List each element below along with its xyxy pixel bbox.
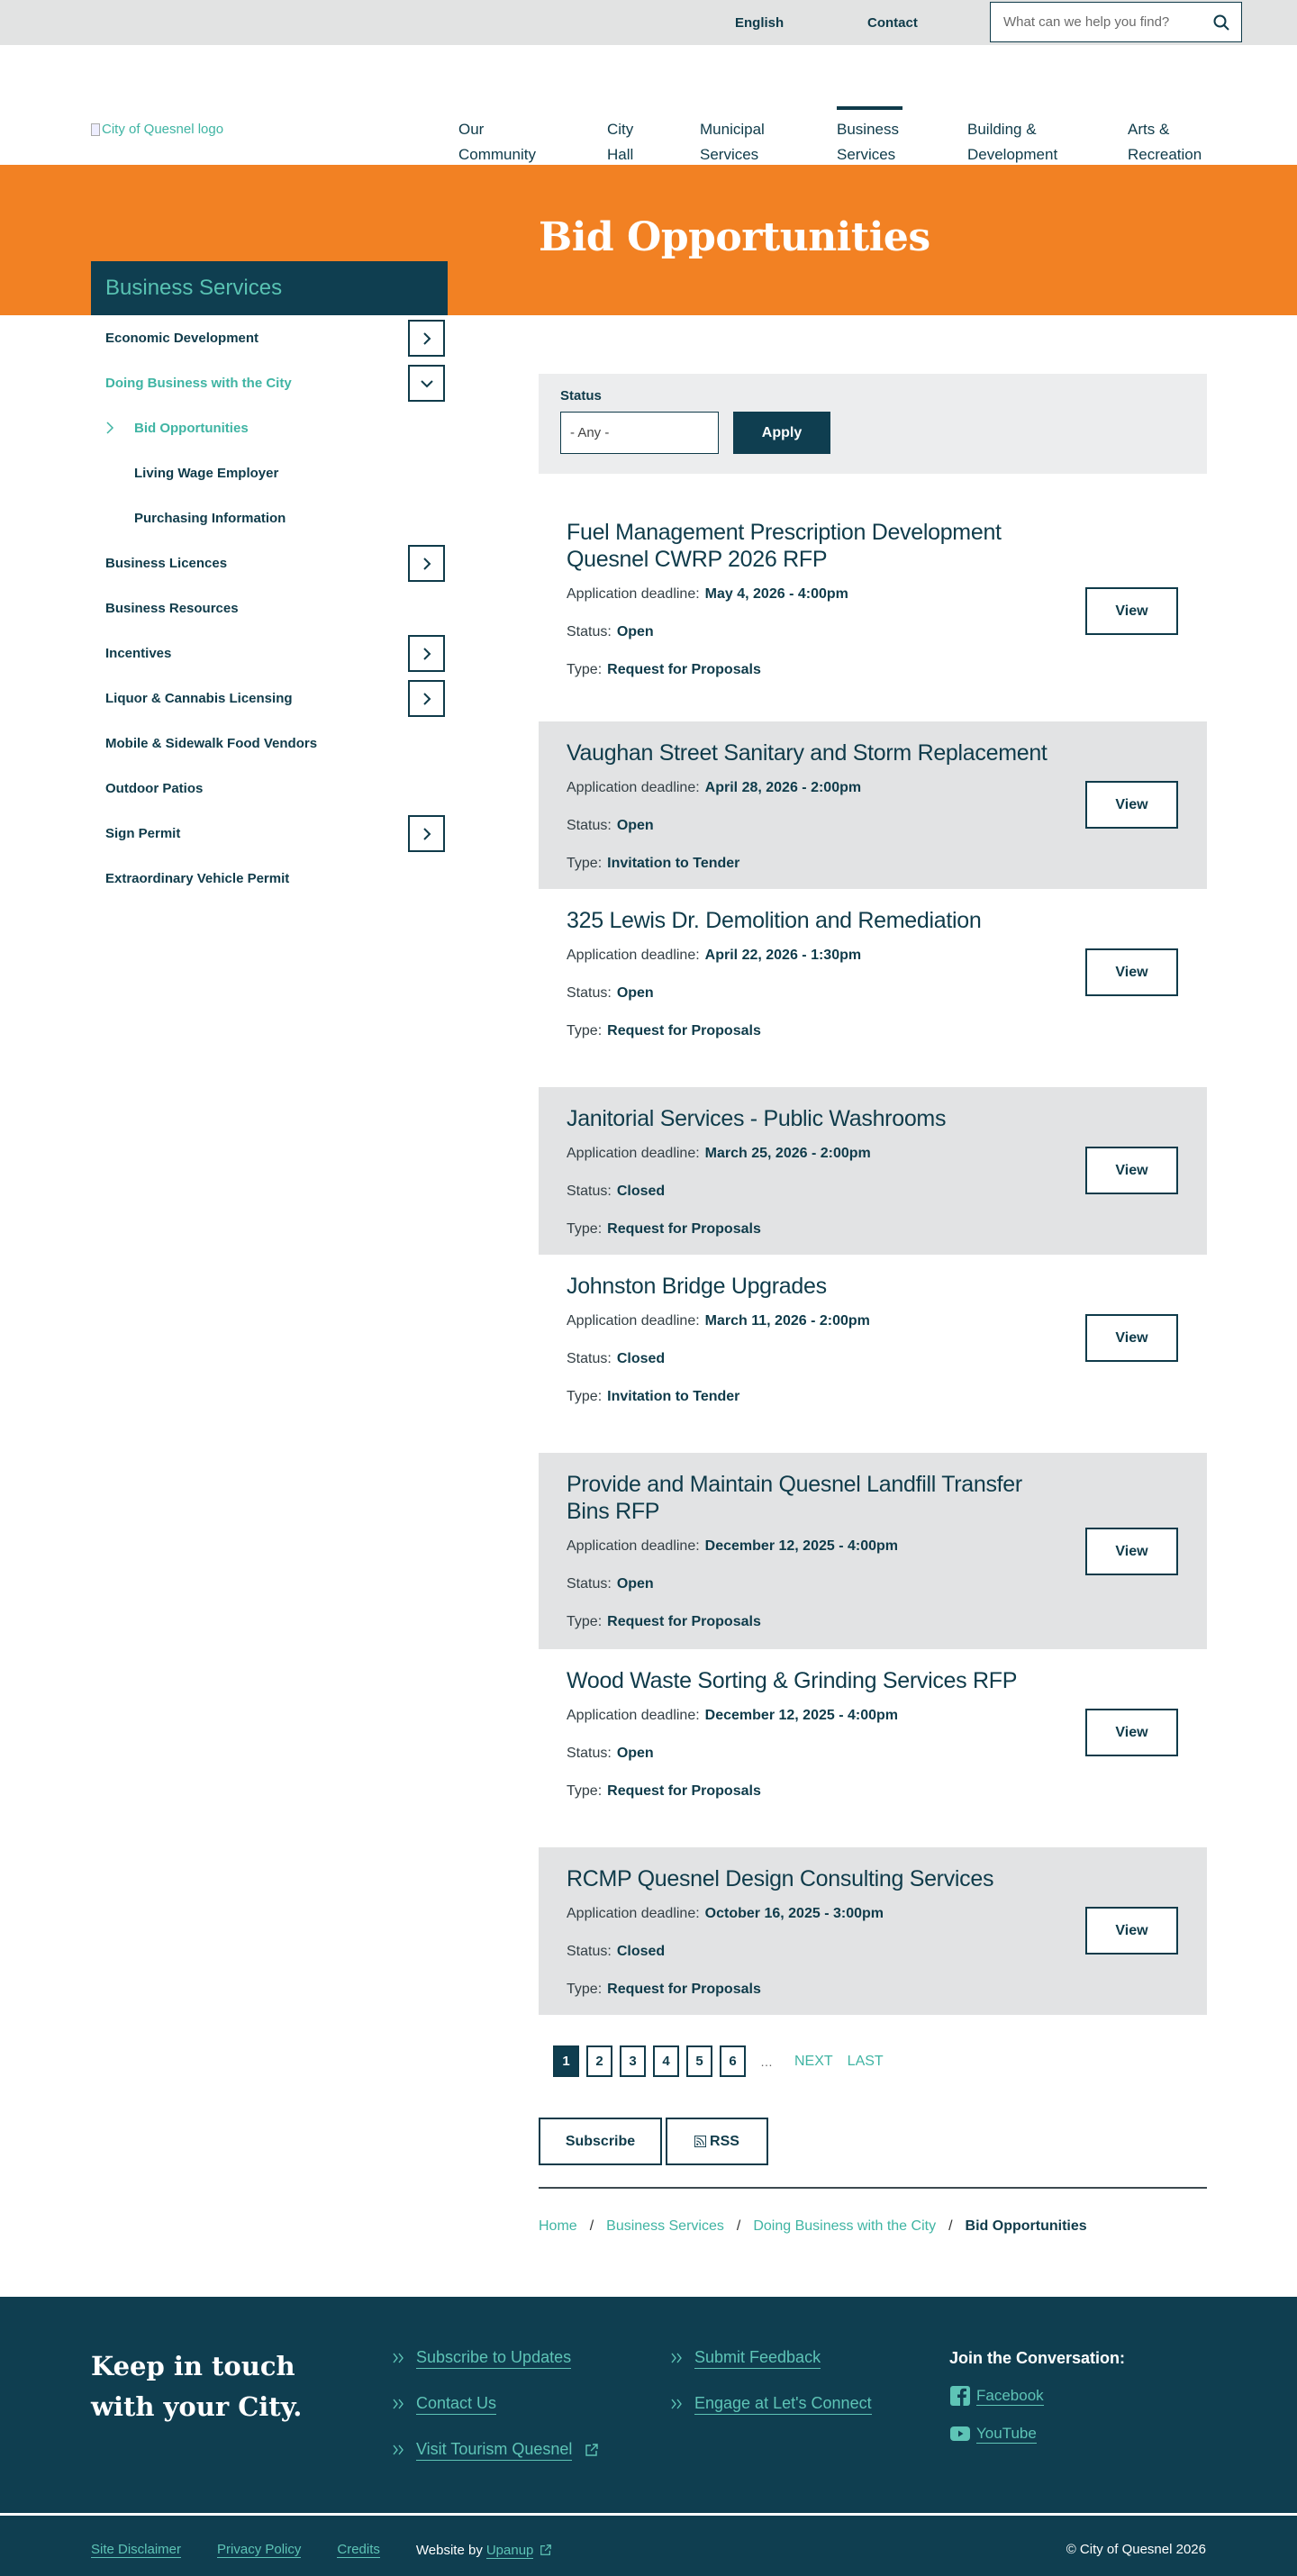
submit-feedback-link[interactable]: Submit Feedback — [671, 2349, 872, 2367]
social-title: Join the Conversation: — [949, 2349, 1126, 2367]
footer-tagline: Keep in touch with your City. — [91, 2351, 303, 2422]
bid-item — [539, 1847, 1207, 2015]
nav-our-community[interactable]: Our Community — [458, 121, 536, 163]
breadcrumb-current: Bid Opportunities — [965, 2218, 1087, 2234]
bid-deadline: Application deadline: March 11, 2026 - 2:00pm — [567, 1313, 870, 1329]
search-input[interactable] — [1003, 14, 1212, 30]
chevron-right-icon — [420, 827, 434, 841]
copyright: © City of Quesnel 2026 — [1066, 2542, 1206, 2557]
logo-alt-text: City of Quesnel logo — [102, 122, 224, 137]
sidebar-item-food-vendors[interactable]: Mobile & Sidewalk Food Vendors — [105, 735, 318, 751]
facebook-icon — [949, 2385, 971, 2407]
current-page-chevron-icon — [105, 422, 114, 434]
page-ellipsis: … — [760, 2054, 773, 2069]
bid-title[interactable]: 325 Lewis Dr. Demolition and Remediation — [567, 908, 982, 933]
breadcrumb — [539, 2218, 1207, 2235]
sidebar-item-doing-business[interactable]: Doing Business with the City — [91, 360, 448, 405]
rss-button[interactable]: RSS — [666, 2118, 768, 2165]
bid-item — [539, 1453, 1207, 1649]
double-chevron-icon — [671, 2399, 684, 2409]
page-4-button[interactable]: 4 — [653, 2045, 679, 2077]
sidebar-item-economic-development[interactable]: Economic Development — [91, 315, 448, 360]
bid-title[interactable]: Janitorial Services - Public Washrooms — [567, 1106, 947, 1131]
bid-title[interactable]: Johnston Bridge Upgrades — [567, 1274, 827, 1299]
status-filter-label: Status — [560, 388, 602, 404]
sidebar-title[interactable]: Business Services — [91, 261, 448, 315]
apply-button[interactable]: Apply — [733, 412, 830, 454]
breadcrumb-doing-business[interactable]: Doing Business with the City — [753, 2218, 937, 2234]
contact-us-link[interactable]: Contact Us — [393, 2395, 599, 2413]
site-logo[interactable] — [91, 122, 223, 137]
status-filter — [539, 374, 1207, 474]
bid-deadline: Application deadline: December 12, 2025 - 4:00pm — [567, 1708, 899, 1723]
nav-arts-recreation[interactable]: Arts & Recreation — [1128, 121, 1202, 163]
breadcrumb-separator: / — [589, 2218, 594, 2234]
chevron-down-icon — [420, 376, 434, 391]
page-6-button[interactable]: 6 — [720, 2045, 746, 2077]
sidebar-item-purchasing-info[interactable]: Purchasing Information — [134, 510, 286, 526]
bid-type: Type: Invitation to Tender — [567, 856, 740, 871]
external-link-icon — [540, 2544, 552, 2556]
expand-toggle[interactable] — [408, 680, 445, 717]
view-button[interactable]: View — [1085, 1314, 1178, 1362]
view-button[interactable]: View — [1085, 948, 1178, 996]
site-header — [0, 45, 1297, 165]
double-chevron-icon — [393, 2444, 405, 2455]
contact-link[interactable]: Contact — [867, 15, 918, 31]
sidebar-item-business-licences[interactable]: Business Licences — [91, 540, 448, 585]
bid-item — [539, 889, 1207, 1087]
bid-status: Status: Closed — [567, 1944, 666, 1959]
sidebar-item-living-wage[interactable]: Living Wage Employer — [134, 465, 279, 481]
bid-deadline: Application deadline: May 4, 2026 - 4:00pm — [567, 586, 848, 602]
view-button[interactable]: View — [1085, 1907, 1178, 1955]
bid-type: Type: Request for Proposals — [567, 1221, 761, 1237]
breadcrumb-home[interactable]: Home — [539, 2218, 577, 2234]
view-button[interactable]: View — [1085, 781, 1178, 829]
youtube-link[interactable]: YouTube — [949, 2423, 1037, 2444]
double-chevron-icon — [671, 2353, 684, 2363]
privacy-policy-link[interactable]: Privacy Policy — [217, 2542, 302, 2557]
bid-title[interactable]: Provide and Maintain Quesnel Landfill Transfer Bins RFP — [567, 1472, 1022, 1524]
section-sidebar — [91, 261, 448, 901]
footer-bottom-links — [91, 2542, 552, 2558]
sidebar-item-sign-permit[interactable]: Sign Permit — [91, 811, 448, 856]
bid-status: Status: Open — [567, 985, 654, 1001]
chevron-right-icon — [420, 647, 434, 661]
view-button[interactable]: View — [1085, 587, 1178, 635]
bid-type: Type: Request for Proposals — [567, 1982, 761, 1997]
page-5-button[interactable]: 5 — [686, 2045, 712, 2077]
status-select[interactable]: - Any - — [560, 412, 719, 454]
chevron-right-icon — [420, 557, 434, 571]
chevron-right-icon — [420, 692, 434, 706]
nav-business-services[interactable]: Business Services — [837, 117, 899, 168]
page-title: Bid Opportunities — [539, 214, 930, 260]
credits-link[interactable]: Credits — [337, 2542, 380, 2557]
nav-municipal-services[interactable]: Municipal Services — [700, 121, 765, 163]
broken-image-icon — [91, 123, 100, 136]
bid-item — [539, 721, 1207, 889]
lets-connect-link[interactable]: Engage at Let's Connect — [671, 2395, 872, 2413]
bid-status: Status: Closed — [567, 1351, 666, 1366]
bid-type: Type: Request for Proposals — [567, 662, 761, 677]
footer-links-col-2 — [671, 2349, 872, 2441]
bid-type: Type: Request for Proposals — [567, 1023, 761, 1039]
bid-title[interactable]: RCMP Quesnel Design Consulting Services — [567, 1866, 994, 1891]
chevron-right-icon — [420, 331, 434, 346]
expand-toggle[interactable] — [408, 320, 445, 357]
sidebar-item-outdoor-patios[interactable]: Outdoor Patios — [105, 780, 204, 796]
utility-bar — [0, 0, 1297, 45]
content-divider — [539, 2187, 1207, 2189]
site-footer — [0, 2297, 1297, 2576]
youtube-icon — [949, 2423, 971, 2444]
sidebar-item-vehicle-permit[interactable]: Extraordinary Vehicle Permit — [105, 870, 290, 886]
website-by: Website by Upanup — [416, 2543, 552, 2558]
page-3-button[interactable]: 3 — [620, 2045, 646, 2077]
view-button[interactable]: View — [1085, 1528, 1178, 1575]
visit-tourism-link[interactable]: Visit Tourism Quesnel — [393, 2441, 599, 2459]
search-icon[interactable] — [1212, 14, 1230, 32]
bid-status: Status: Closed — [567, 1184, 666, 1199]
page-2-button[interactable]: 2 — [586, 2045, 612, 2077]
subscribe-updates-link[interactable]: Subscribe to Updates — [393, 2349, 599, 2367]
bid-title[interactable]: Fuel Management Prescription Development Quesnel CWRP 2026 RFP — [567, 520, 1002, 572]
expand-toggle[interactable] — [408, 635, 445, 672]
breadcrumb-separator: / — [948, 2218, 953, 2234]
double-chevron-icon — [393, 2353, 405, 2363]
bid-title[interactable]: Vaughan Street Sanitary and Storm Replacement — [567, 740, 1048, 766]
expand-toggle[interactable] — [408, 545, 445, 582]
language-link[interactable]: English — [735, 15, 785, 31]
bid-status: Status: Open — [567, 818, 654, 833]
breadcrumb-separator: / — [736, 2218, 741, 2234]
bid-deadline: Application deadline: October 16, 2025 - 3:00pm — [567, 1906, 884, 1921]
subscribe-button[interactable]: Subscribe — [539, 2118, 662, 2165]
collapse-toggle[interactable] — [408, 365, 445, 402]
last-page-link[interactable]: LAST — [847, 2053, 884, 2069]
bid-deadline: Application deadline: December 12, 2025 - 4:00pm — [567, 1538, 899, 1554]
bid-status: Status: Open — [567, 1746, 654, 1761]
rss-icon — [694, 2136, 706, 2147]
bid-item — [539, 1087, 1207, 1255]
search-box — [990, 2, 1242, 42]
bid-deadline: Application deadline: March 25, 2026 - 2:00pm — [567, 1146, 871, 1161]
double-chevron-icon — [393, 2399, 405, 2409]
sidebar-item-liquor-cannabis[interactable]: Liquor & Cannabis Licensing — [91, 676, 448, 721]
bid-item — [539, 501, 1207, 721]
bid-status: Status: Open — [567, 1576, 654, 1592]
sidebar-item-business-resources[interactable]: Business Resources — [105, 600, 239, 616]
sidebar-item-incentives[interactable]: Incentives — [91, 630, 448, 676]
expand-toggle[interactable] — [408, 815, 445, 852]
pagination — [539, 2045, 1207, 2077]
feed-actions — [539, 2118, 1207, 2165]
bid-status: Status: Open — [567, 624, 654, 639]
page-1-button[interactable]: 1 — [553, 2045, 579, 2077]
bid-type: Type: Request for Proposals — [567, 1783, 761, 1799]
bid-deadline: Application deadline: April 22, 2026 - 1:30pm — [567, 948, 862, 963]
bid-deadline: Application deadline: April 28, 2026 - 2:00pm — [567, 780, 862, 795]
agency-link[interactable]: Upanup — [485, 2542, 534, 2558]
bid-list — [539, 501, 1207, 2015]
footer-links-col-1 — [393, 2349, 599, 2487]
site-disclaimer-link[interactable]: Site Disclaimer — [91, 2542, 182, 2557]
nav-city-hall[interactable]: City Hall — [607, 121, 634, 163]
next-page-link[interactable]: NEXT — [794, 2053, 833, 2069]
external-link-icon — [585, 2443, 599, 2457]
bid-title[interactable]: Wood Waste Sorting & Grinding Services RFP — [567, 1668, 1018, 1693]
footer-divider — [0, 2513, 1297, 2516]
facebook-link[interactable]: Facebook — [949, 2385, 1044, 2407]
bid-type: Type: Request for Proposals — [567, 1614, 761, 1629]
bid-item — [539, 1255, 1207, 1453]
bid-item — [539, 1649, 1207, 1847]
nav-building-development[interactable]: Building & Development — [967, 121, 1058, 163]
main-content — [539, 374, 1207, 2235]
view-button[interactable]: View — [1085, 1147, 1178, 1194]
bid-type: Type: Invitation to Tender — [567, 1389, 740, 1404]
breadcrumb-business-services[interactable]: Business Services — [606, 2218, 724, 2234]
view-button[interactable]: View — [1085, 1709, 1178, 1756]
sidebar-item-bid-opportunities[interactable]: Bid Opportunities — [91, 405, 448, 450]
